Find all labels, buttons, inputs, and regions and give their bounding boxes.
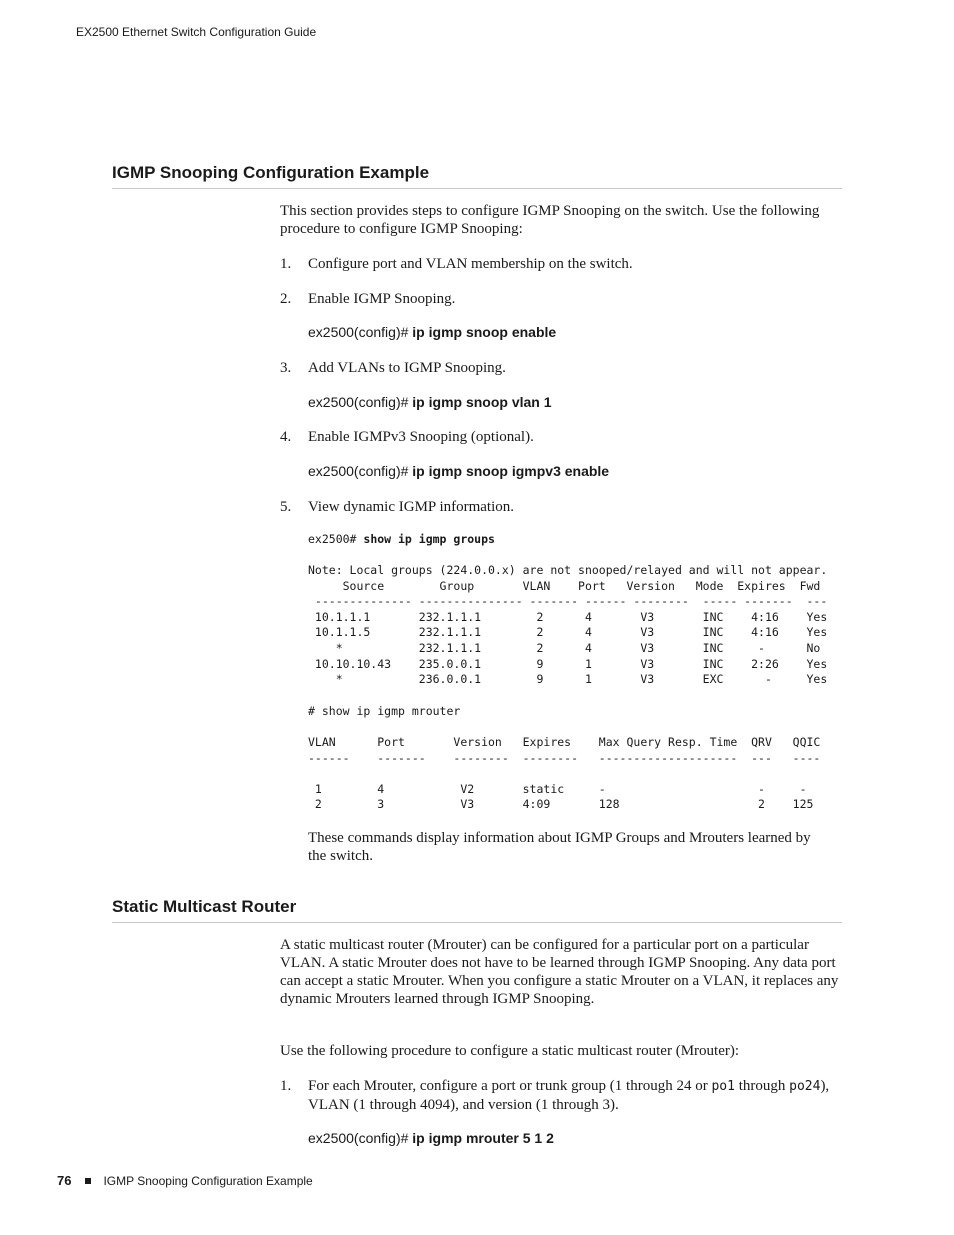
command-text: ip igmp mrouter 5 1 2 [412,1130,554,1146]
command-prompt: ex2500(config)# [308,1130,413,1146]
step-text: View dynamic IGMP information. [308,499,515,515]
command-line [308,463,609,479]
command-line [308,394,552,410]
step-text [308,1077,842,1114]
inline-code: po1 [711,1079,735,1094]
command-text: ip igmp snoop igmpv3 enable [412,463,610,479]
command-text: ip igmp snoop enable [412,324,557,340]
command-line [308,1130,554,1146]
mrouter-command: # show ip igmp mrouter [308,704,461,718]
step-text: Enable IGMP Snooping. [308,291,456,307]
step-text: Add VLANs to IGMP Snooping. [308,360,506,376]
step-number: 4. [280,429,292,445]
section-divider [112,922,842,923]
static-mrouter-paragraph: A static multicast router (Mrouter) can be configured for a particular port on a particular VLAN. A static Mrouter does not have to be learned through IGMP Snooping. Any data port can accept a static Mrouter. When you configure a static Mrouter on a VLAN, it replaces any dynamic Mrouters learned through IGMP Snooping. [280,937,839,1007]
running-header: EX2500 Ethernet Switch Configuration Guide [76,25,317,39]
step-text-part: For each Mrouter, configure a port or trunk group (1 through 24 or [308,1078,712,1094]
square-bullet-icon [85,1178,91,1184]
cli-command-text: show ip igmp groups [363,532,495,546]
section-divider [112,188,842,189]
mrouter-output: VLAN Port Version Expires Max Query Resp. Time QRV QQIC ------ ------- -------- -------- -------------------- --- ---- 1 4 V2 static - - - 2 3 V3 4:09 128 2 125 [308,735,821,812]
step-number: 1. [280,1078,292,1094]
page-number: 76 [57,1173,72,1188]
intro-paragraph: This section provides steps to configure IGMP Snooping on the switch. Use the following procedure to configure IGMP Snooping: [280,203,820,237]
section-title-igmp-snooping-example: IGMP Snooping Configuration Example [112,163,430,182]
command-line [308,324,556,340]
command-prompt: ex2500(config)# [308,463,413,479]
step-number: 1. [280,256,292,272]
procedure-intro: Use the following procedure to configure a static multicast router (Mrouter): [280,1043,740,1059]
step-text: Enable IGMPv3 Snooping (optional). [308,429,534,445]
closing-paragraph: These commands display information about IGMP Groups and Mrouters learned by the switch. [308,830,811,864]
footer-section-name: IGMP Snooping Configuration Example [103,1174,313,1188]
igmp-groups-output: Note: Local groups (224.0.0.x) are not snooped/relayed and will not appear. Source Group VLAN Port Version Mode Expires Fwd -------------- --------------- ------- ------ -------- ----- ------- --- 10.1.1.1 232.1.1.1 2 4 V3 INC 4:16 Yes 10.1.1.5 232.1.1.1 2 4 V3 INC 4:16 Yes * 232.1.1.1 2 4 V3 INC - No 10.10.10.43 235.0.0.1 9 1 V3 INC 2:26 Yes * 236.0.0.1 9 1 V3 EXC - Yes [308,563,828,687]
section-title-static-multicast-router: Static Multicast Router [112,897,297,916]
step-text-part: through [734,1078,790,1094]
cli-command [308,532,495,548]
step-number: 3. [280,360,292,376]
step-text-part: ), VLAN (1 through 4094), and version (1 through 3). [308,1078,830,1113]
step-text: Configure port and VLAN membership on the switch. [308,256,633,272]
inline-code: po24 [789,1079,821,1094]
cli-prompt: ex2500# [308,532,364,546]
step-number: 2. [280,291,292,307]
step-number: 5. [280,499,292,515]
page-footer [57,1173,313,1188]
command-prompt: ex2500(config)# [308,394,413,410]
command-text: ip igmp snoop vlan 1 [412,394,552,410]
command-prompt: ex2500(config)# [308,324,413,340]
